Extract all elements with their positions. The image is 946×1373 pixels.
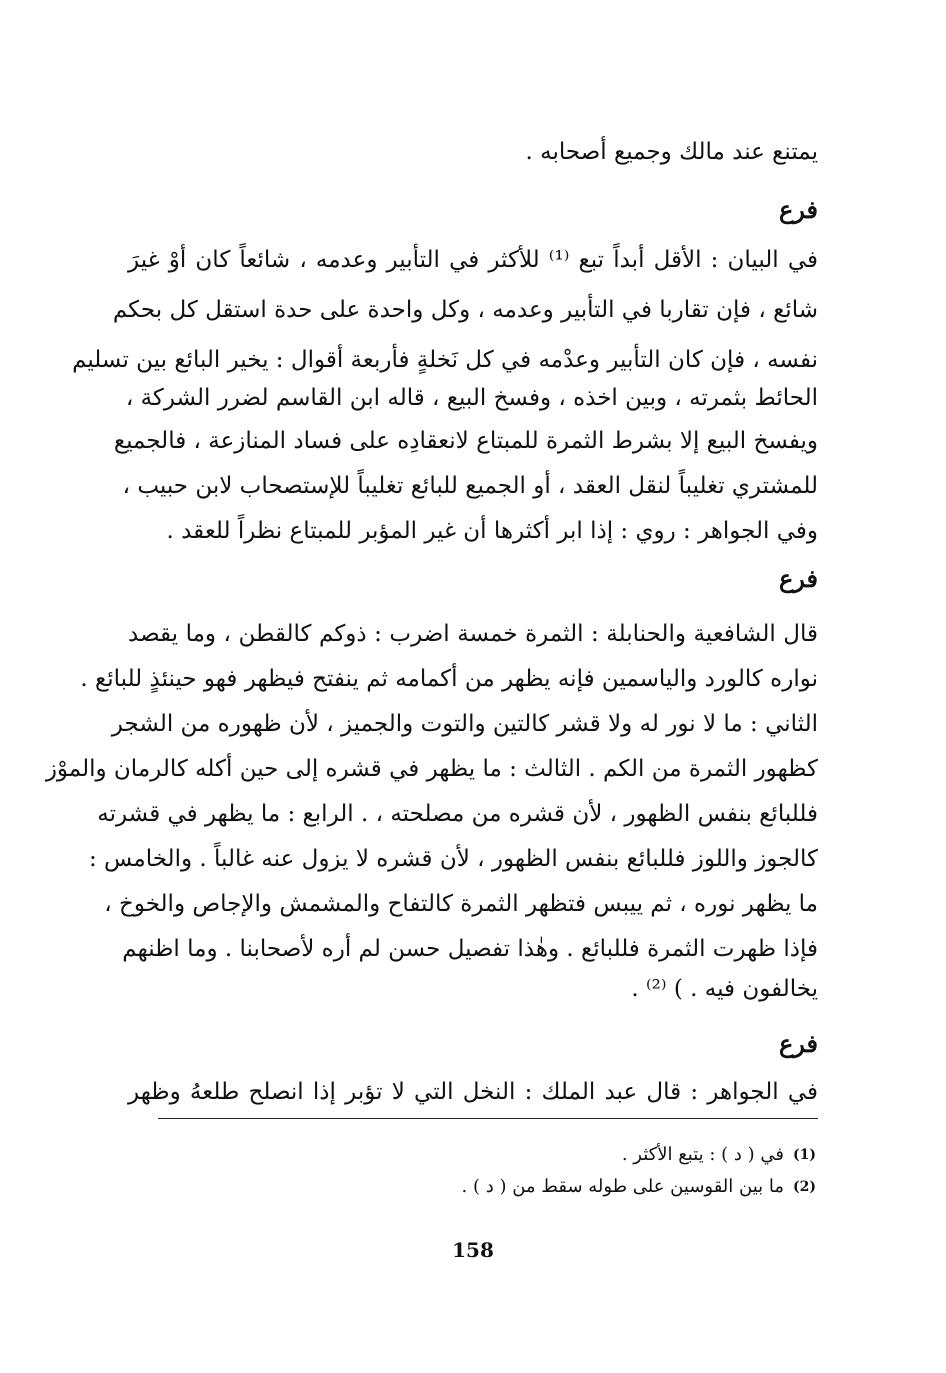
text-line: فإذا ظهرت الثمرة فللبائع . وهٰذا تفصيل حسن لم أره لأصحابنا . وما اظنهم bbox=[122, 936, 818, 962]
text-line: للمشتري تغليباً لنقل العقد ، أو الجميع للبائع تغليباً للإستصحاب لابن حبيب ، bbox=[122, 473, 818, 499]
footnote-text: في ( د ) : يتبع الأكثر . bbox=[621, 1144, 784, 1165]
text-line: يخالفون فيه . ) ⁽²⁾ . bbox=[631, 976, 818, 1002]
text-line: كالجوز واللوز فللبائع بنفس الظهور ، لأن قشره لا يزول عنه غالباً . والخامس : bbox=[89, 846, 818, 872]
text-line: شائع ، فإن تقاربا في التأبير وعدمه ، وكل واحدة على حدة استقل كل بحكم bbox=[112, 297, 818, 323]
section-heading-far3: فرع bbox=[778, 564, 818, 593]
text-line: ما يظهر نوره ، ثم ييبس فتظهر الثمرة كالتفاح والمشمش والإجاص والخوخ ، bbox=[104, 891, 818, 917]
text-line: فللبائع بنفس الظهور ، لأن قشره من مصلحته ، . الرابع : ما يظهر في قشرته bbox=[97, 801, 818, 827]
text-line: الثاني : ما لا نور له ولا قشر كالتين والتوت والجميز ، لأن ظهوره من الشجر bbox=[111, 711, 818, 737]
text-line: نواره كالورد والياسمين فإنه يظهر من أكمامه ثم ينفتح فيظهر فهو حينئذٍ للبائع . bbox=[80, 666, 818, 692]
text-line: ويفسخ البيع إلا بشرط الثمرة للمبتاع لانعقادِه على فساد المنازعة ، فالجميع bbox=[113, 428, 818, 454]
footnote-text: ما بين القوسين على طوله سقط من ( د ) . bbox=[461, 1176, 784, 1197]
text-line: كظهور الثمرة من الكم . الثالث : ما يظهر في قشره إلى حين أكله كالرمان والموْز bbox=[45, 756, 818, 782]
footnote-number: (1) bbox=[793, 1147, 816, 1163]
footnote-number: (2) bbox=[793, 1179, 816, 1195]
text-line: وفي الجواهر : روي : إذا ابر أكثرها أن غير المؤبر للمبتاع نظراً للعقد . bbox=[166, 518, 818, 544]
footnote-divider bbox=[158, 1118, 818, 1119]
text-line: الحائط بثمرته ، وبين اخذه ، وفسخ البيع ، قاله ابن القاسم لضرر الشركة ، bbox=[125, 385, 818, 411]
section-heading-far3: فرع bbox=[778, 1029, 818, 1058]
text-line: في البيان : الأقل أبداً تبع ⁽¹⁾ للأكثر في التأبير وعدمه ، شائعاً كان أوْ غيرَ bbox=[128, 247, 818, 273]
page-number: 158 bbox=[452, 1238, 494, 1262]
section-heading-far3: فرع bbox=[778, 195, 818, 224]
text-line: في الجواهر : قال عبد الملك : النخل التي لا تؤبر إذا انصلح طلعهُ وظهر bbox=[128, 1079, 818, 1105]
text-line: نفسه ، فإن كان التأبير وعدْمه في كل نَخلةٍ فأربعة أقوال : يخير البائع بين تسليم bbox=[72, 347, 818, 373]
text-line: يمتنع عند مالك وجميع أصحابه . bbox=[525, 139, 818, 165]
text-line: قال الشافعية والحنابلة : الثمرة خمسة اضرب : ذوكم كالقطن ، وما يقصد bbox=[128, 621, 818, 647]
